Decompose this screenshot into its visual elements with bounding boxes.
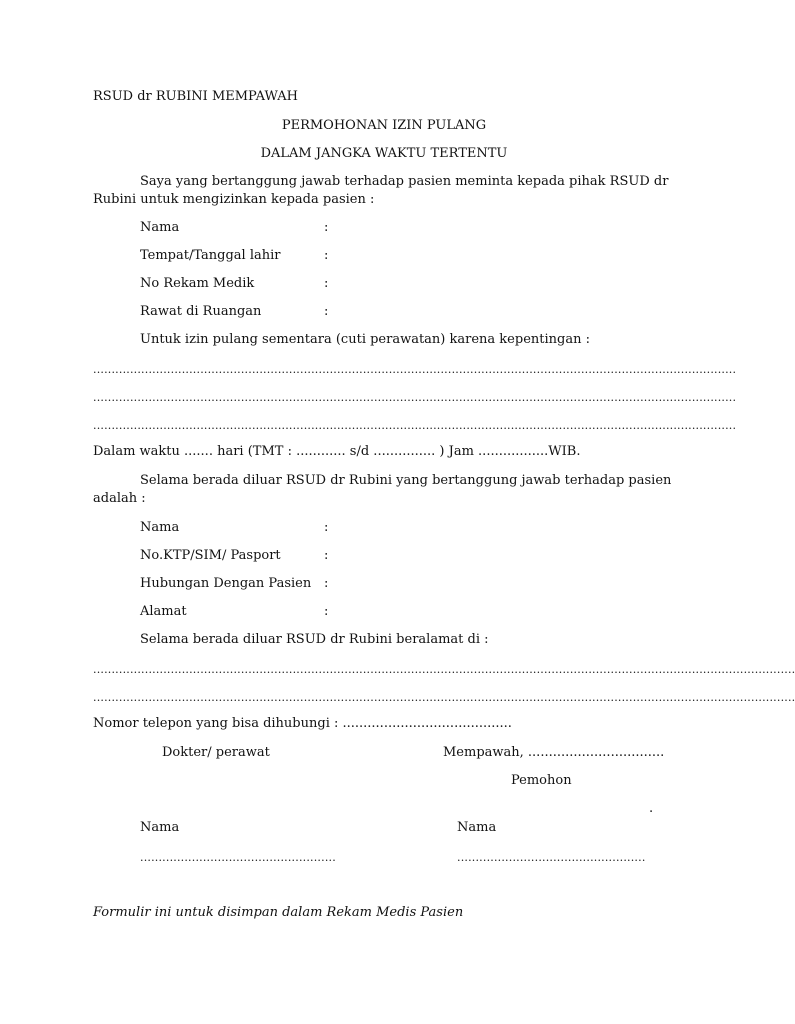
responsible-relation-label: Hubungan Dengan Pasien <box>140 576 312 591</box>
reason-dotted-line: .............................................................................................................................................................................. <box>93 363 737 376</box>
field-colon: : <box>324 276 329 291</box>
responsible-id-label: No.KTP/SIM/ Pasport <box>140 548 281 563</box>
responsible-line-1: Selama berada diluar RSUD dr Rubini yang bertanggung jawab terhadap pasien <box>140 473 672 488</box>
field-colon: : <box>324 604 329 619</box>
address-dotted-line: .............................................................................................................................................................................................. <box>93 691 795 704</box>
form-subtitle: DALAM JANGKA WAKTU TERTENTU <box>260 146 508 161</box>
field-colon: : <box>324 576 329 591</box>
responsible-line-2: adalah : <box>93 491 146 506</box>
patient-room-label: Rawat di Ruangan <box>140 304 262 319</box>
responsible-address-label: Alamat <box>140 604 187 619</box>
intro-line-2: Rubini untuk mengizinkan kepada pasien : <box>93 192 375 207</box>
applicant-role-label: Pemohon <box>511 773 572 788</box>
patient-record-label: No Rekam Medik <box>140 276 255 291</box>
field-colon: : <box>324 520 329 535</box>
doctor-role-label: Dokter/ perawat <box>162 745 270 760</box>
patient-birth-label: Tempat/Tanggal lahir <box>140 248 281 263</box>
responsible-name-label: Nama <box>140 520 180 535</box>
place-date-line: Mempawah, ................................. <box>443 745 665 760</box>
institution-name: RSUD dr RUBINI MEMPAWAH <box>93 89 298 104</box>
field-colon: : <box>324 248 329 263</box>
patient-name-label: Nama <box>140 220 180 235</box>
address-prompt: Selama berada diluar RSUD dr Rubini beralamat di : <box>140 632 489 647</box>
applicant-signature-dots: ................................................... <box>457 851 646 864</box>
field-colon: : <box>324 304 329 319</box>
field-colon: : <box>324 220 329 235</box>
reason-prompt: Untuk izin pulang sementara (cuti perawatan) karena kepentingan : <box>140 332 590 347</box>
duration-line: Dalam waktu ....... hari (TMT : ............ s/d ............... ) Jam .................WIB. <box>93 444 581 459</box>
doctor-name-label: Nama <box>140 820 180 835</box>
phone-line: Nomor telepon yang bisa dihubungi : ......................................... <box>93 716 512 731</box>
doctor-signature-dots: ..................................................... <box>140 851 336 864</box>
reason-dotted-line: .............................................................................................................................................................................. <box>93 419 737 432</box>
address-dotted-line: .............................................................................................................................................................................................. <box>93 663 795 676</box>
stray-dot: . <box>649 801 654 816</box>
footer-note: Formulir ini untuk disimpan dalam Rekam Medis Pasien <box>93 905 464 920</box>
form-title: PERMOHONAN IZIN PULANG <box>281 118 487 133</box>
reason-dotted-line: .............................................................................................................................................................................. <box>93 391 737 404</box>
field-colon: : <box>324 548 329 563</box>
intro-line-1: Saya yang bertanggung jawab terhadap pasien meminta kepada pihak RSUD dr <box>140 174 669 189</box>
applicant-name-label: Nama <box>457 820 497 835</box>
